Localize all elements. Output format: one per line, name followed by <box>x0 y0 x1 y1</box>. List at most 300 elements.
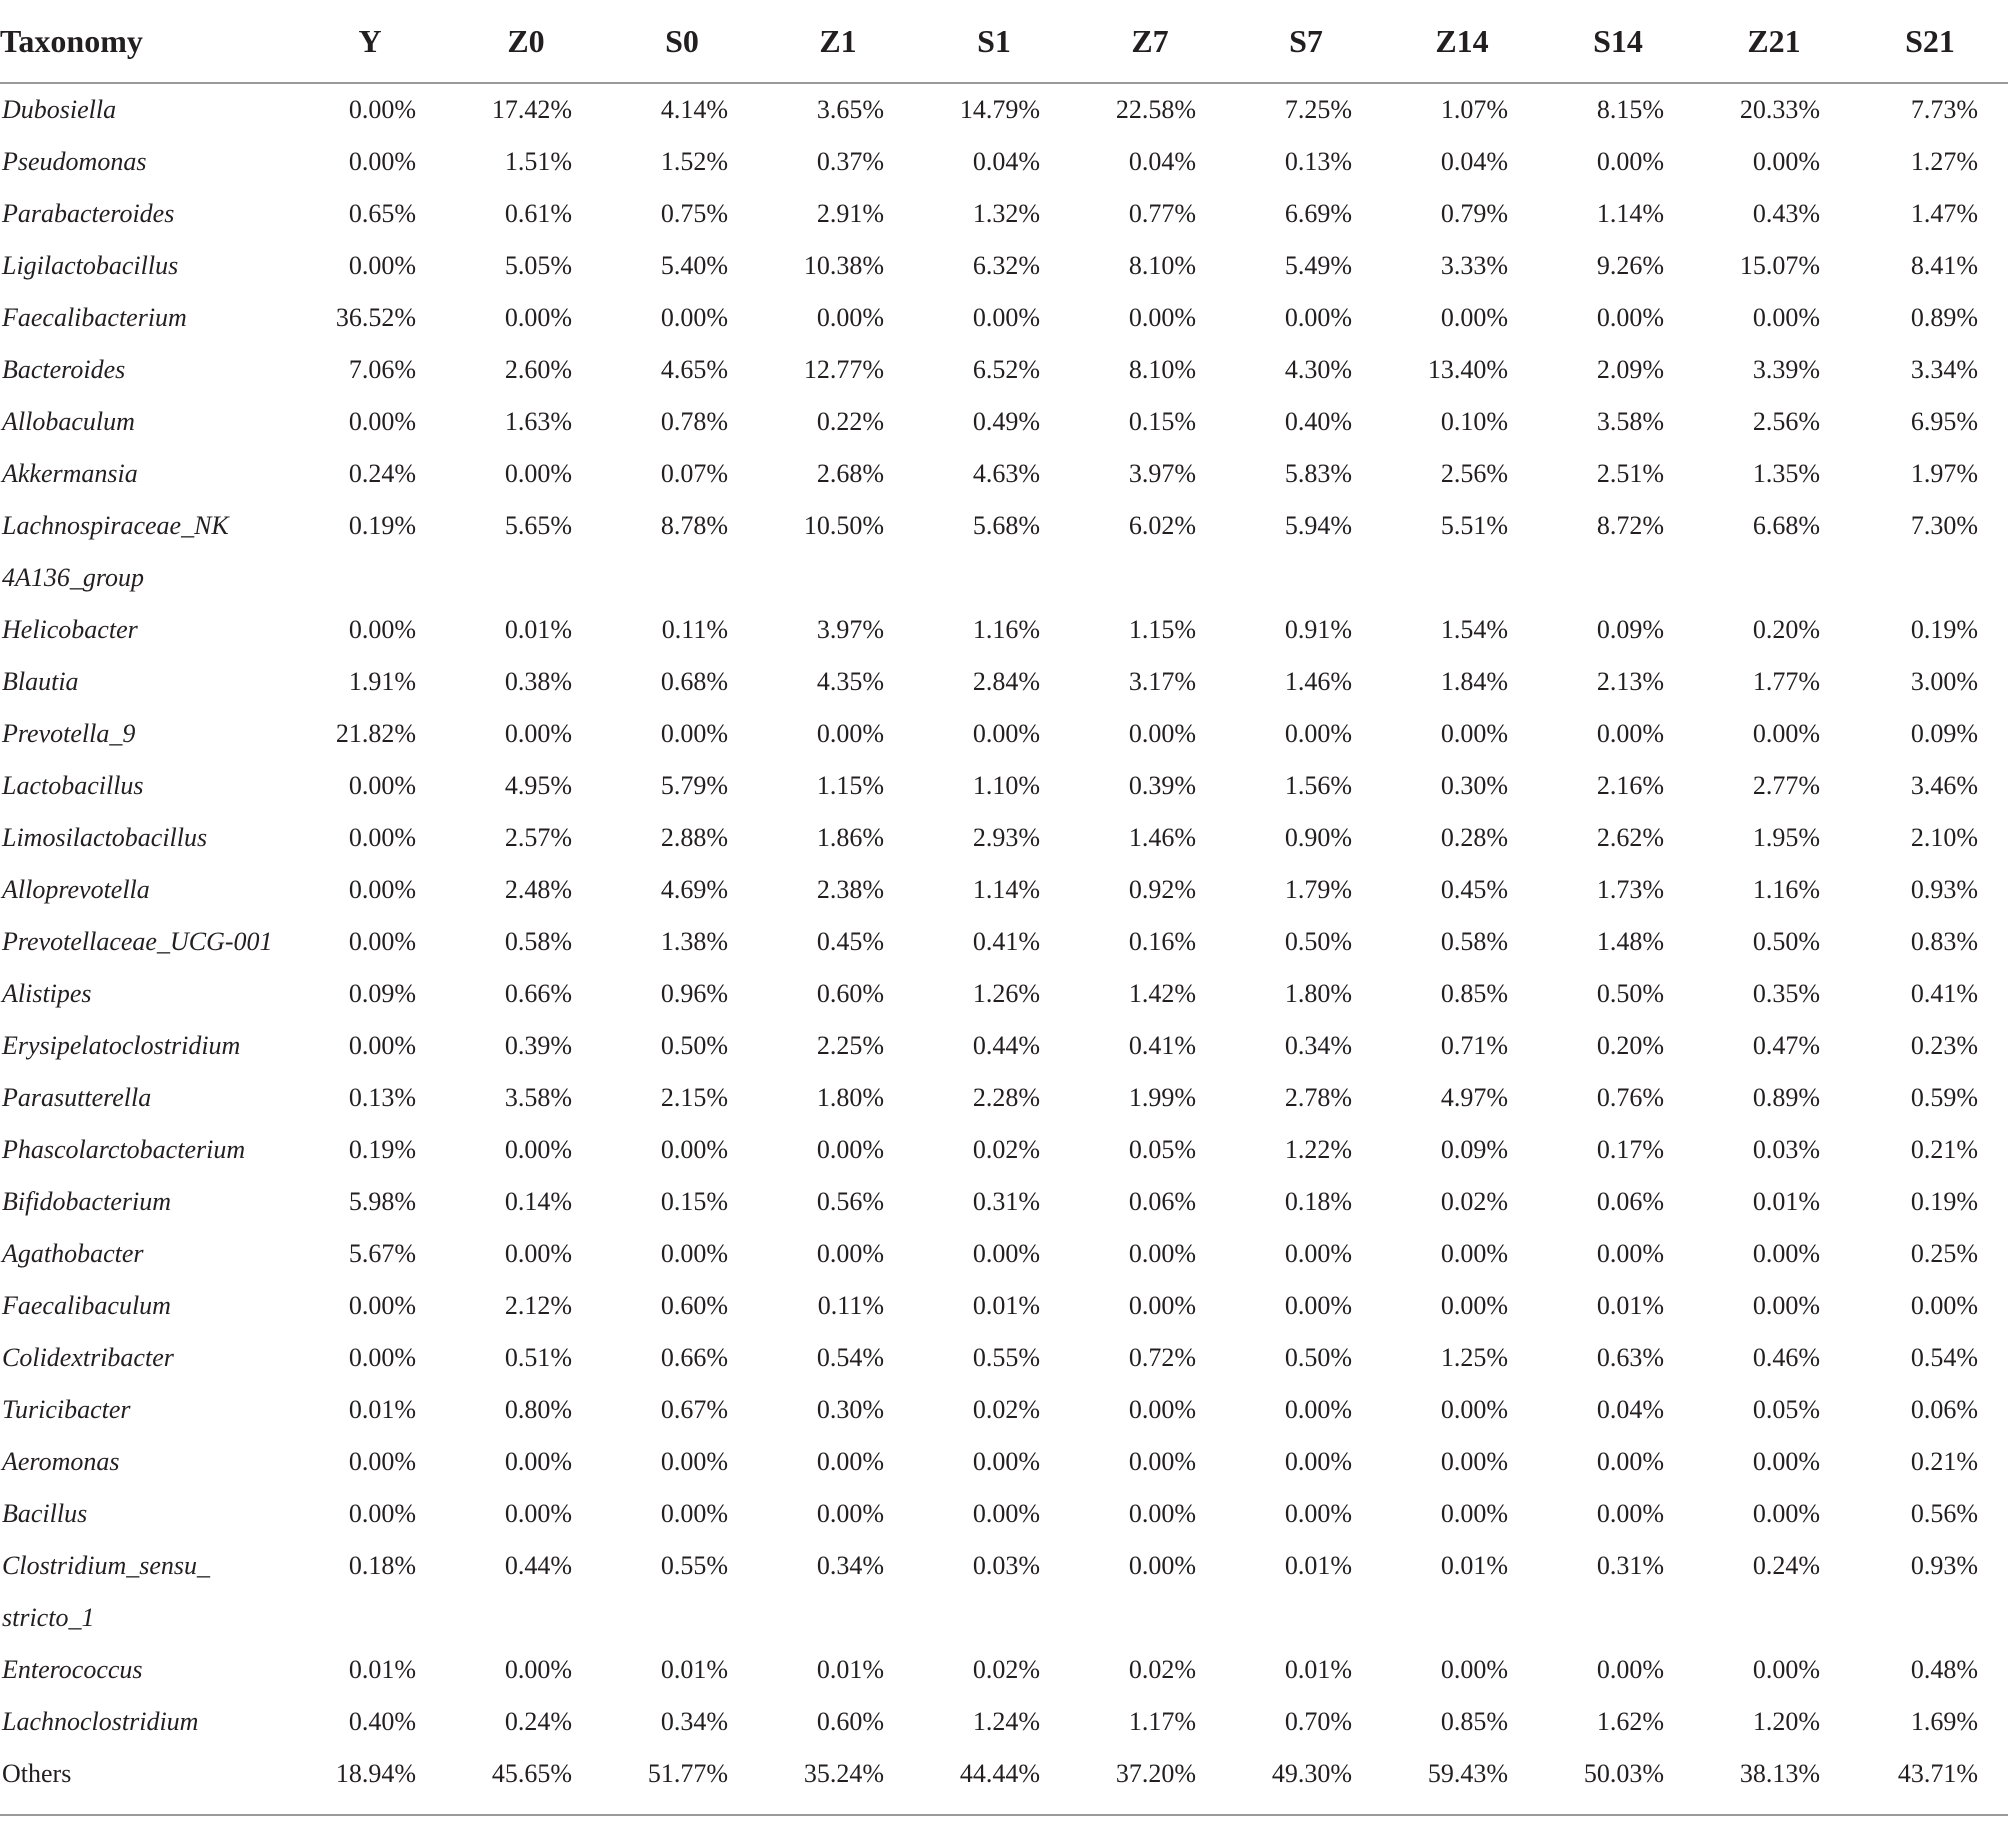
value-cell-s0: 0.00% <box>660 1499 728 1528</box>
value-cell-s7: 0.50% <box>1284 927 1352 956</box>
value-cell-z7: 0.00% <box>1128 303 1196 332</box>
value-cell-z1: 0.00% <box>816 1135 884 1164</box>
value-cell-z21: 0.03% <box>1752 1135 1820 1164</box>
value-cell-s14: 8.15% <box>1596 95 1664 124</box>
value-cell-z0: 0.00% <box>504 1499 572 1528</box>
value-cell-s14: 0.20% <box>1596 1031 1664 1060</box>
value-cell-s0: 1.52% <box>660 147 728 176</box>
value-cell-z21: 0.89% <box>1752 1083 1820 1112</box>
value-cell-y: 0.00% <box>348 1447 416 1476</box>
value-cell-s21: 1.27% <box>1910 147 1978 176</box>
value-cell-z14: 0.00% <box>1440 719 1508 748</box>
value-cell-z14: 0.00% <box>1440 303 1508 332</box>
value-cell-y: 0.00% <box>348 1291 416 1320</box>
value-cell-z14: 1.84% <box>1440 667 1508 696</box>
value-cell-s1: 14.79% <box>959 95 1040 124</box>
value-cell-s0: 0.67% <box>660 1395 728 1424</box>
value-cell-z21: 1.16% <box>1752 875 1820 904</box>
table-row <box>0 916 2008 968</box>
value-cell-z1: 0.45% <box>816 927 884 956</box>
value-cell-z21: 0.24% <box>1752 1551 1820 1580</box>
value-cell-y: 7.06% <box>348 355 416 384</box>
value-cell-z0: 17.42% <box>491 95 572 124</box>
value-cell-z0: 0.39% <box>504 1031 572 1060</box>
value-cell-z14: 1.54% <box>1440 615 1508 644</box>
value-cell-s1: 6.32% <box>972 251 1040 280</box>
taxonomy-cell: Lachnospiraceae_NK 4A136_group <box>2 511 229 592</box>
value-cell-s1: 6.52% <box>972 355 1040 384</box>
value-cell-z21: 0.47% <box>1752 1031 1820 1060</box>
value-cell-s21: 0.54% <box>1910 1343 1978 1372</box>
value-cell-s14: 0.31% <box>1596 1551 1664 1580</box>
value-cell-z14: 0.45% <box>1440 875 1508 904</box>
value-cell-s21: 0.09% <box>1910 719 1978 748</box>
value-cell-s7: 1.46% <box>1284 667 1352 696</box>
value-cell-z7: 1.15% <box>1128 615 1196 644</box>
value-cell-z0: 0.00% <box>504 459 572 488</box>
value-cell-z0: 0.24% <box>504 1707 572 1736</box>
value-cell-s14: 2.13% <box>1596 667 1664 696</box>
value-cell-z14: 0.10% <box>1440 407 1508 436</box>
value-cell-z0: 0.80% <box>504 1395 572 1424</box>
value-cell-s21: 8.41% <box>1910 251 1978 280</box>
value-cell-y: 1.91% <box>348 667 416 696</box>
value-cell-z1: 0.00% <box>816 1239 884 1268</box>
value-cell-s21: 1.47% <box>1910 199 1978 228</box>
value-cell-y: 0.65% <box>348 199 416 228</box>
value-cell-s1: 2.93% <box>972 823 1040 852</box>
value-cell-y: 18.94% <box>292 1748 448 1815</box>
value-cell-s21: 0.00% <box>1910 1291 1978 1320</box>
value-cell-s7: 0.40% <box>1284 407 1352 436</box>
taxonomy-cell: Alloprevotella <box>2 875 150 904</box>
value-cell-z7: 1.17% <box>1128 1707 1196 1736</box>
value-cell-z21: 15.07% <box>1739 251 1820 280</box>
value-cell-s14: 0.00% <box>1596 1447 1664 1476</box>
value-cell-z0: 0.00% <box>504 1655 572 1684</box>
value-cell-s14: 0.63% <box>1596 1343 1664 1372</box>
value-cell-z0: 0.58% <box>504 927 572 956</box>
value-cell-z7: 0.06% <box>1128 1187 1196 1216</box>
value-cell-z7: 37.20% <box>1072 1748 1228 1815</box>
value-cell-z0: 0.00% <box>504 1135 572 1164</box>
value-cell-z7: 0.00% <box>1128 719 1196 748</box>
value-cell-s0: 5.79% <box>660 771 728 800</box>
value-cell-z0: 0.66% <box>504 979 572 1008</box>
value-cell-s0: 0.11% <box>661 615 728 644</box>
value-cell-z0: 0.00% <box>504 1239 572 1268</box>
value-cell-s21: 1.97% <box>1910 459 1978 488</box>
table-row <box>0 344 2008 396</box>
value-cell-s1: 0.00% <box>972 303 1040 332</box>
value-cell-z0: 2.60% <box>504 355 572 384</box>
value-cell-s7: 49.30% <box>1228 1748 1384 1815</box>
value-cell-z0: 0.61% <box>504 199 572 228</box>
value-cell-z7: 0.72% <box>1128 1343 1196 1372</box>
value-cell-s1: 1.32% <box>972 199 1040 228</box>
value-cell-z7: 8.10% <box>1128 355 1196 384</box>
table-row <box>0 760 2008 812</box>
table-row <box>0 1332 2008 1384</box>
value-cell-s14: 0.00% <box>1596 1499 1664 1528</box>
value-cell-s1: 0.49% <box>972 407 1040 436</box>
value-cell-z7: 0.15% <box>1128 407 1196 436</box>
value-cell-z14: 0.85% <box>1440 1707 1508 1736</box>
value-cell-s1: 44.44% <box>916 1748 1072 1815</box>
value-cell-z14: 4.97% <box>1440 1083 1508 1112</box>
table-row <box>0 1176 2008 1228</box>
value-cell-z7: 0.16% <box>1128 927 1196 956</box>
value-cell-z21: 0.05% <box>1752 1395 1820 1424</box>
value-cell-y: 0.00% <box>348 771 416 800</box>
value-cell-y: 0.13% <box>348 1083 416 1112</box>
value-cell-z0: 0.00% <box>504 303 572 332</box>
value-cell-z7: 0.39% <box>1128 771 1196 800</box>
value-cell-s21: 0.93% <box>1910 1551 1978 1580</box>
value-cell-z14: 1.07% <box>1440 95 1508 124</box>
value-cell-s7: 0.91% <box>1284 615 1352 644</box>
value-cell-s14: 0.06% <box>1596 1187 1664 1216</box>
value-cell-s21: 0.83% <box>1910 927 1978 956</box>
value-cell-s14: 0.01% <box>1596 1291 1664 1320</box>
value-cell-s14: 0.00% <box>1596 719 1664 748</box>
table-row <box>0 396 2008 448</box>
value-cell-s0: 0.15% <box>660 1187 728 1216</box>
value-cell-s14: 0.50% <box>1596 979 1664 1008</box>
value-cell-z1: 0.22% <box>816 407 884 436</box>
value-cell-s21: 0.19% <box>1910 615 1978 644</box>
value-cell-z14: 0.00% <box>1440 1395 1508 1424</box>
value-cell-z1: 2.68% <box>816 459 884 488</box>
value-cell-s21: 7.73% <box>1910 95 1978 124</box>
value-cell-z21: 6.68% <box>1752 511 1820 540</box>
value-cell-s14: 1.73% <box>1596 875 1664 904</box>
taxonomy-cell: Others <box>0 1748 292 1815</box>
value-cell-s1: 0.00% <box>972 1499 1040 1528</box>
value-cell-z14: 5.51% <box>1440 511 1508 540</box>
value-cell-s1: 1.14% <box>972 875 1040 904</box>
value-cell-s0: 8.78% <box>660 511 728 540</box>
column-header-z21: Z21 <box>1696 0 1852 83</box>
value-cell-y: 0.24% <box>348 459 416 488</box>
value-cell-z21: 1.77% <box>1752 667 1820 696</box>
column-header-z0: Z0 <box>448 0 604 83</box>
value-cell-s7: 0.00% <box>1284 1395 1352 1424</box>
taxonomy-cell: Bacteroides <box>2 355 126 384</box>
value-cell-s21: 0.25% <box>1910 1239 1978 1268</box>
value-cell-s1: 0.03% <box>972 1551 1040 1580</box>
value-cell-z1: 0.11% <box>817 1291 884 1320</box>
value-cell-s7: 4.30% <box>1284 355 1352 384</box>
value-cell-s14: 50.03% <box>1540 1748 1696 1815</box>
value-cell-z1: 0.00% <box>816 1499 884 1528</box>
value-cell-y: 0.00% <box>348 1499 416 1528</box>
value-cell-s14: 0.17% <box>1596 1135 1664 1164</box>
value-cell-s0: 0.55% <box>660 1551 728 1580</box>
table-row <box>0 448 2008 500</box>
value-cell-s7: 0.18% <box>1284 1187 1352 1216</box>
value-cell-s21: 0.59% <box>1910 1083 1978 1112</box>
value-cell-s7: 5.94% <box>1284 511 1352 540</box>
taxonomy-cell: Agathobacter <box>2 1239 144 1268</box>
value-cell-s7: 0.00% <box>1284 719 1352 748</box>
column-header-taxonomy: Taxonomy <box>0 0 292 83</box>
value-cell-s7: 7.25% <box>1284 95 1352 124</box>
value-cell-s0: 2.88% <box>660 823 728 852</box>
value-cell-s7: 0.90% <box>1284 823 1352 852</box>
column-header-s1: S1 <box>916 0 1072 83</box>
value-cell-s7: 1.80% <box>1284 979 1352 1008</box>
value-cell-z21: 1.20% <box>1752 1707 1820 1736</box>
value-cell-z7: 0.00% <box>1128 1291 1196 1320</box>
value-cell-z1: 35.24% <box>760 1748 916 1815</box>
value-cell-s14: 1.48% <box>1596 927 1664 956</box>
value-cell-z0: 0.51% <box>504 1343 572 1372</box>
value-cell-s1: 0.55% <box>972 1343 1040 1372</box>
value-cell-z14: 0.28% <box>1440 823 1508 852</box>
value-cell-z14: 1.25% <box>1440 1343 1508 1372</box>
table-row <box>0 1696 2008 1748</box>
table-row <box>0 1488 2008 1540</box>
value-cell-s1: 0.02% <box>972 1395 1040 1424</box>
value-cell-s14: 1.14% <box>1596 199 1664 228</box>
value-cell-s1: 1.10% <box>972 771 1040 800</box>
value-cell-s21: 0.41% <box>1910 979 1978 1008</box>
value-cell-s7: 1.56% <box>1284 771 1352 800</box>
value-cell-z1: 0.60% <box>816 979 884 1008</box>
value-cell-s0: 51.77% <box>604 1748 760 1815</box>
value-cell-z21: 0.00% <box>1752 1499 1820 1528</box>
value-cell-z21: 0.46% <box>1752 1343 1820 1372</box>
value-cell-z1: 3.65% <box>816 95 884 124</box>
value-cell-s0: 0.00% <box>660 303 728 332</box>
value-cell-z7: 0.92% <box>1128 875 1196 904</box>
value-cell-z21: 38.13% <box>1696 1748 1852 1815</box>
value-cell-z14: 0.00% <box>1440 1499 1508 1528</box>
value-cell-s14: 0.00% <box>1596 147 1664 176</box>
column-header-y: Y <box>292 0 448 83</box>
value-cell-z0: 3.58% <box>504 1083 572 1112</box>
value-cell-z21: 1.35% <box>1752 459 1820 488</box>
column-header-z7: Z7 <box>1072 0 1228 83</box>
value-cell-z21: 0.00% <box>1752 1291 1820 1320</box>
table-row <box>0 240 2008 292</box>
table-row <box>0 1228 2008 1280</box>
value-cell-z7: 0.00% <box>1128 1447 1196 1476</box>
value-cell-z7: 0.77% <box>1128 199 1196 228</box>
value-cell-s7: 0.70% <box>1284 1707 1352 1736</box>
value-cell-z7: 3.97% <box>1128 459 1196 488</box>
value-cell-s14: 8.72% <box>1596 511 1664 540</box>
taxonomy-cell: Bifidobacterium <box>2 1187 171 1216</box>
value-cell-z14: 0.00% <box>1440 1291 1508 1320</box>
value-cell-y: 0.19% <box>348 1135 416 1164</box>
value-cell-s1: 5.68% <box>972 511 1040 540</box>
value-cell-z7: 6.02% <box>1128 511 1196 540</box>
value-cell-s14: 0.76% <box>1596 1083 1664 1112</box>
value-cell-z14: 59.43% <box>1384 1748 1540 1815</box>
value-cell-s7: 0.00% <box>1284 1239 1352 1268</box>
value-cell-y: 0.00% <box>348 927 416 956</box>
taxonomy-cell: Akkermansia <box>2 459 138 488</box>
value-cell-z1: 10.38% <box>803 251 884 280</box>
value-cell-z1: 12.77% <box>803 355 884 384</box>
value-cell-z21: 20.33% <box>1739 95 1820 124</box>
value-cell-z7: 0.41% <box>1128 1031 1196 1060</box>
value-cell-z1: 10.50% <box>803 511 884 540</box>
value-cell-s21: 0.89% <box>1910 303 1978 332</box>
value-cell-z21: 0.50% <box>1752 927 1820 956</box>
value-cell-z21: 3.39% <box>1752 355 1820 384</box>
table-row <box>0 83 2008 136</box>
value-cell-z1: 0.30% <box>816 1395 884 1424</box>
value-cell-s0: 0.01% <box>660 1655 728 1684</box>
value-cell-s14: 0.00% <box>1596 303 1664 332</box>
value-cell-z1: 0.00% <box>816 1447 884 1476</box>
taxonomy-cell: Parasutterella <box>2 1083 152 1112</box>
value-cell-s0: 0.60% <box>660 1291 728 1320</box>
value-cell-s7: 1.22% <box>1284 1135 1352 1164</box>
value-cell-y: 0.00% <box>348 1343 416 1372</box>
value-cell-s1: 0.44% <box>972 1031 1040 1060</box>
value-cell-s1: 0.01% <box>972 1291 1040 1320</box>
value-cell-s0: 0.07% <box>660 459 728 488</box>
value-cell-s0: 1.38% <box>660 927 728 956</box>
value-cell-s21: 6.95% <box>1910 407 1978 436</box>
value-cell-s7: 0.50% <box>1284 1343 1352 1372</box>
table-row <box>0 1748 2008 1815</box>
value-cell-s14: 2.62% <box>1596 823 1664 852</box>
value-cell-s21: 0.93% <box>1910 875 1978 904</box>
value-cell-y: 5.67% <box>348 1239 416 1268</box>
value-cell-s7: 2.78% <box>1284 1083 1352 1112</box>
value-cell-z1: 0.00% <box>816 719 884 748</box>
value-cell-y: 0.01% <box>348 1655 416 1684</box>
value-cell-y: 0.19% <box>348 511 416 540</box>
value-cell-s14: 2.09% <box>1596 355 1664 384</box>
value-cell-s21: 3.46% <box>1910 771 1978 800</box>
value-cell-s21: 1.69% <box>1910 1707 1978 1736</box>
header-row <box>0 0 2008 83</box>
value-cell-s1: 2.28% <box>972 1083 1040 1112</box>
value-cell-z0: 0.01% <box>504 615 572 644</box>
value-cell-z21: 0.00% <box>1752 1239 1820 1268</box>
value-cell-z1: 0.01% <box>816 1655 884 1684</box>
value-cell-y: 5.98% <box>348 1187 416 1216</box>
taxonomy-cell: Aeromonas <box>2 1447 120 1476</box>
value-cell-s14: 2.16% <box>1596 771 1664 800</box>
taxonomy-cell: Lachnoclostridium <box>2 1707 199 1736</box>
value-cell-s1: 0.00% <box>972 1239 1040 1268</box>
value-cell-s1: 2.84% <box>972 667 1040 696</box>
value-cell-z14: 0.01% <box>1440 1551 1508 1580</box>
value-cell-s14: 1.62% <box>1596 1707 1664 1736</box>
value-cell-s7: 0.13% <box>1284 147 1352 176</box>
taxonomy-cell: Ligilactobacillus <box>2 251 179 280</box>
column-header-z14: Z14 <box>1384 0 1540 83</box>
value-cell-s0: 0.78% <box>660 407 728 436</box>
value-cell-z1: 0.56% <box>816 1187 884 1216</box>
value-cell-z21: 0.20% <box>1752 615 1820 644</box>
taxonomy-cell: Helicobacter <box>2 615 138 644</box>
value-cell-z7: 0.00% <box>1128 1395 1196 1424</box>
value-cell-s14: 0.09% <box>1596 615 1664 644</box>
value-cell-s1: 0.31% <box>972 1187 1040 1216</box>
value-cell-z21: 2.56% <box>1752 407 1820 436</box>
value-cell-s0: 0.00% <box>660 1239 728 1268</box>
taxonomy-cell: Clostridium_sensu_ stricto_1 <box>2 1551 211 1632</box>
table-row <box>0 292 2008 344</box>
value-cell-y: 0.00% <box>348 615 416 644</box>
value-cell-s21: 7.30% <box>1910 511 1978 540</box>
value-cell-z14: 3.33% <box>1440 251 1508 280</box>
table-row <box>0 1280 2008 1332</box>
value-cell-z7: 0.04% <box>1128 147 1196 176</box>
value-cell-z14: 0.58% <box>1440 927 1508 956</box>
value-cell-s0: 0.66% <box>660 1343 728 1372</box>
value-cell-s1: 0.02% <box>972 1135 1040 1164</box>
value-cell-z21: 0.00% <box>1752 303 1820 332</box>
value-cell-s1: 0.41% <box>972 927 1040 956</box>
table-row <box>0 1072 2008 1124</box>
value-cell-z14: 2.56% <box>1440 459 1508 488</box>
taxonomy-cell: Erysipelatoclostridium <box>2 1031 241 1060</box>
value-cell-z21: 0.00% <box>1752 147 1820 176</box>
value-cell-z21: 0.43% <box>1752 199 1820 228</box>
value-cell-z14: 0.02% <box>1440 1187 1508 1216</box>
table-row <box>0 1644 2008 1696</box>
value-cell-s1: 0.02% <box>972 1655 1040 1684</box>
value-cell-s1: 0.00% <box>972 719 1040 748</box>
value-cell-s21: 43.71% <box>1852 1748 2008 1815</box>
table-row <box>0 500 2008 604</box>
value-cell-s0: 0.96% <box>660 979 728 1008</box>
value-cell-z7: 1.46% <box>1128 823 1196 852</box>
value-cell-s21: 0.06% <box>1910 1395 1978 1424</box>
value-cell-z21: 0.00% <box>1752 1655 1820 1684</box>
value-cell-y: 0.18% <box>348 1551 416 1580</box>
value-cell-z1: 1.15% <box>816 771 884 800</box>
value-cell-z0: 0.44% <box>504 1551 572 1580</box>
value-cell-z7: 0.05% <box>1128 1135 1196 1164</box>
value-cell-z7: 1.42% <box>1128 979 1196 1008</box>
value-cell-s7: 1.79% <box>1284 875 1352 904</box>
value-cell-z0: 5.05% <box>504 251 572 280</box>
taxonomy-cell: Prevotellaceae_UCG-001 <box>2 927 273 956</box>
value-cell-s14: 3.58% <box>1596 407 1664 436</box>
value-cell-z7: 0.02% <box>1128 1655 1196 1684</box>
value-cell-s14: 9.26% <box>1596 251 1664 280</box>
value-cell-s14: 2.51% <box>1596 459 1664 488</box>
value-cell-z0: 2.57% <box>504 823 572 852</box>
table-row <box>0 864 2008 916</box>
value-cell-s0: 2.15% <box>660 1083 728 1112</box>
taxonomy-cell: Blautia <box>2 667 79 696</box>
value-cell-s0: 0.68% <box>660 667 728 696</box>
value-cell-z21: 2.77% <box>1752 771 1820 800</box>
value-cell-z14: 13.40% <box>1427 355 1508 384</box>
table-row <box>0 812 2008 864</box>
value-cell-z0: 1.63% <box>504 407 572 436</box>
table-body <box>0 83 2008 1815</box>
value-cell-y: 0.00% <box>348 407 416 436</box>
value-cell-s0: 0.00% <box>660 1135 728 1164</box>
value-cell-s21: 0.48% <box>1910 1655 1978 1684</box>
value-cell-s0: 4.65% <box>660 355 728 384</box>
value-cell-z7: 1.99% <box>1128 1083 1196 1112</box>
value-cell-s21: 0.19% <box>1910 1187 1978 1216</box>
value-cell-z0: 0.00% <box>504 1447 572 1476</box>
